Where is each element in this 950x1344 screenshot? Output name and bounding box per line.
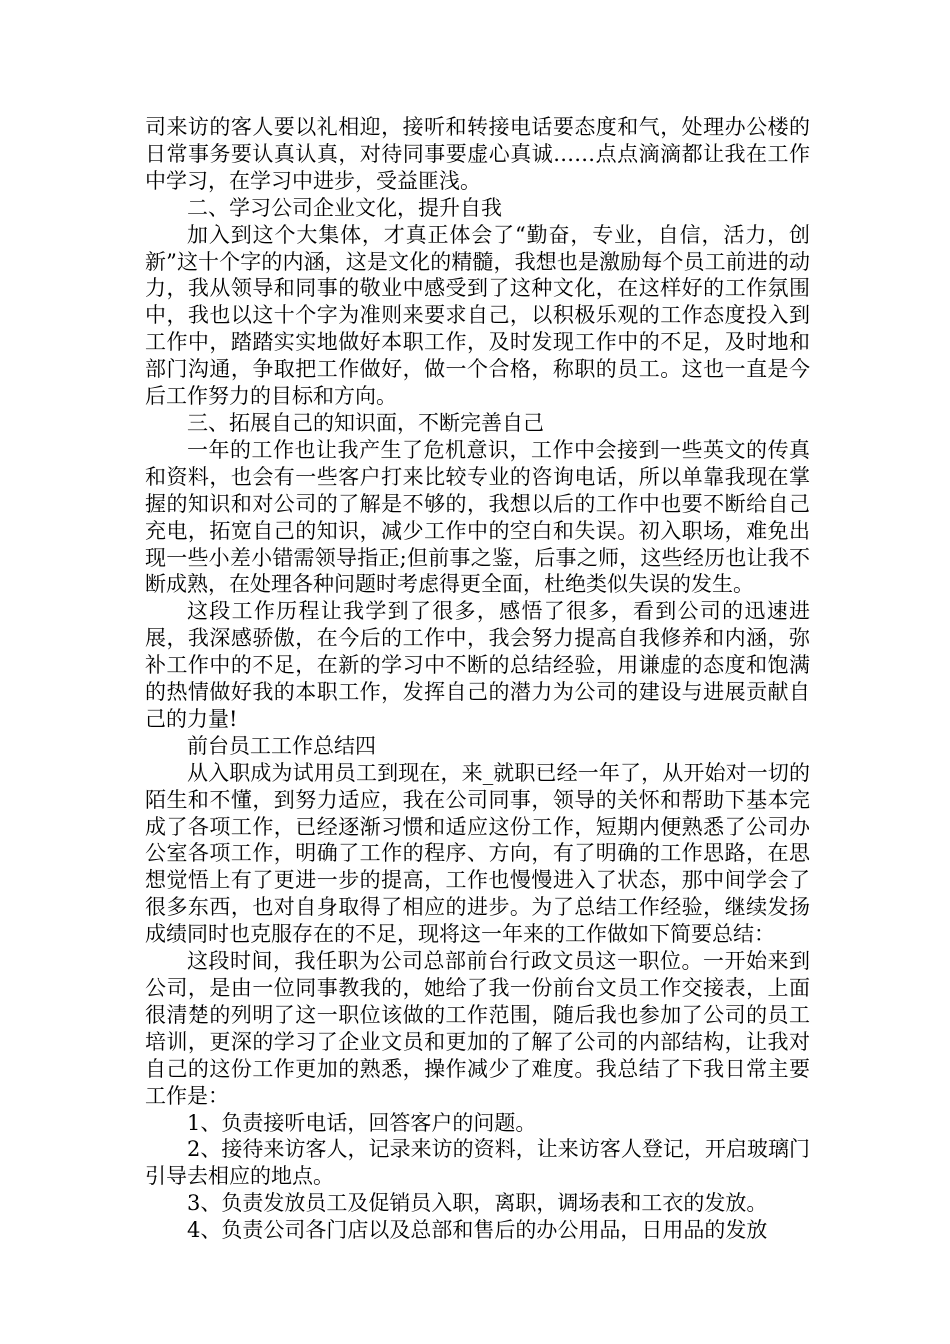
section-heading-knowledge: 三、拓展自己的知识面，不断完善自己 bbox=[187, 410, 544, 435]
paragraph-culture: 加入到这个大集体，才真正体会了“勤奋，专业，自信，活力，创新”这十个字的内涵，这是文化的精髓，我想也是激励每个员工前进的动力，我从领导和同事的敬业中感受到了这种文化，在这样好的工作氛围中，我也以这十个字为准则来要求自己，以积极乐观的工作态度投入到工作中，踏踏实实地做好本职工作，及时发现工作中的不足，及时地和部门沟通，争取把工作做好，做一个合格，称职的员工。这也一直是今后工作努力的目标和方向。 bbox=[145, 222, 810, 409]
list-item: 2、接待来访客人，记录来访的资料，让来访客人登记，开启玻璃门引导去相应的地点。 bbox=[145, 1137, 810, 1189]
paragraph-conclusion: 这段工作历程让我学到了很多，感悟了很多，看到公司的迅速进展，我深感骄傲，在今后的工作中，我会努力提高自我修养和内涵，弥补工作中的不足，在新的学习中不断的总结经验，用谦虚的态度和饱满的热情做好我的本职工作，发挥自己的潜力为公司的建设与进展贡献自己的力量! bbox=[145, 599, 810, 731]
list-item: 4、负责公司各门店以及总部和售后的办公用品，日用品的发放 bbox=[187, 1218, 768, 1243]
list-item: 1、负责接听电话，回答客户的问题。 bbox=[187, 1110, 537, 1135]
paragraph-knowledge: 一年的工作也让我产生了危机意识，工作中会接到一些英文的传真和资料，也会有一些客户打来比较专业的咨询电话，所以单靠我现在掌握的知识和对公司的了解是不够的，我想以后的工作中也要不断给自己充电，拓宽自己的知识，减少工作中的空白和失误。初入职场，难免出现一些小差小错需领导指正;但前事之鉴，后事之师，这些经历也让我不断成熟，在处理各种问题时考虑得更全面，杜绝类似失误的发生。 bbox=[145, 437, 810, 597]
paragraph-intro: 从入职成为试用员工到现在，来_就职已经一年了，从开始对一切的陌生和不懂，到努力适应，我在公司同事，领导的关怀和帮助下基本完成了各项工作，已经逐渐习惯和适应这份工作，短期内便熟悉了公司办公室各项工作，明确了工作的程序、方向，有了明确的工作思路，在思想觉悟上有了更进一步的提高，工作也慢慢进入了状态，那中间学会了很多东西，也对自身取得了相应的进步。为了总结工作经验，继续发扬成绩同时也克服存在的不足，现将这一年来的工作做如下简要总结： bbox=[145, 760, 810, 947]
paragraph-position: 这段时间，我任职为公司总部前台行政文员这一职位。一开始来到公司，是由一位同事教我的，她给了我一份前台文员工作交接表，上面很清楚的列明了这一职位该做的工作范围，随后我也参加了公司的员工培训，更深的学习了企业文员和更加的了解了公司的内部结构，让我对自己的这份工作更加的熟悉，操作减少了难度。我总结了下我日常主要工作是： bbox=[145, 949, 810, 1108]
paragraph-continuation: 司来访的客人要以礼相迎，接听和转接电话要态度和气，处理办公楼的日常事务要认真认真，对待同事要虚心真诚……点点滴滴都让我在工作中学习，在学习中进步，受益匪浅。 bbox=[145, 115, 810, 193]
section-title-summary-four: 前台员工工作总结四 bbox=[187, 733, 376, 758]
section-heading-culture: 二、学习公司企业文化，提升自我 bbox=[187, 195, 502, 220]
document-body bbox=[145, 114, 810, 1244]
list-item: 3、负责发放员工及促销员入职，离职，调场表和工衣的发放。 bbox=[187, 1191, 768, 1216]
